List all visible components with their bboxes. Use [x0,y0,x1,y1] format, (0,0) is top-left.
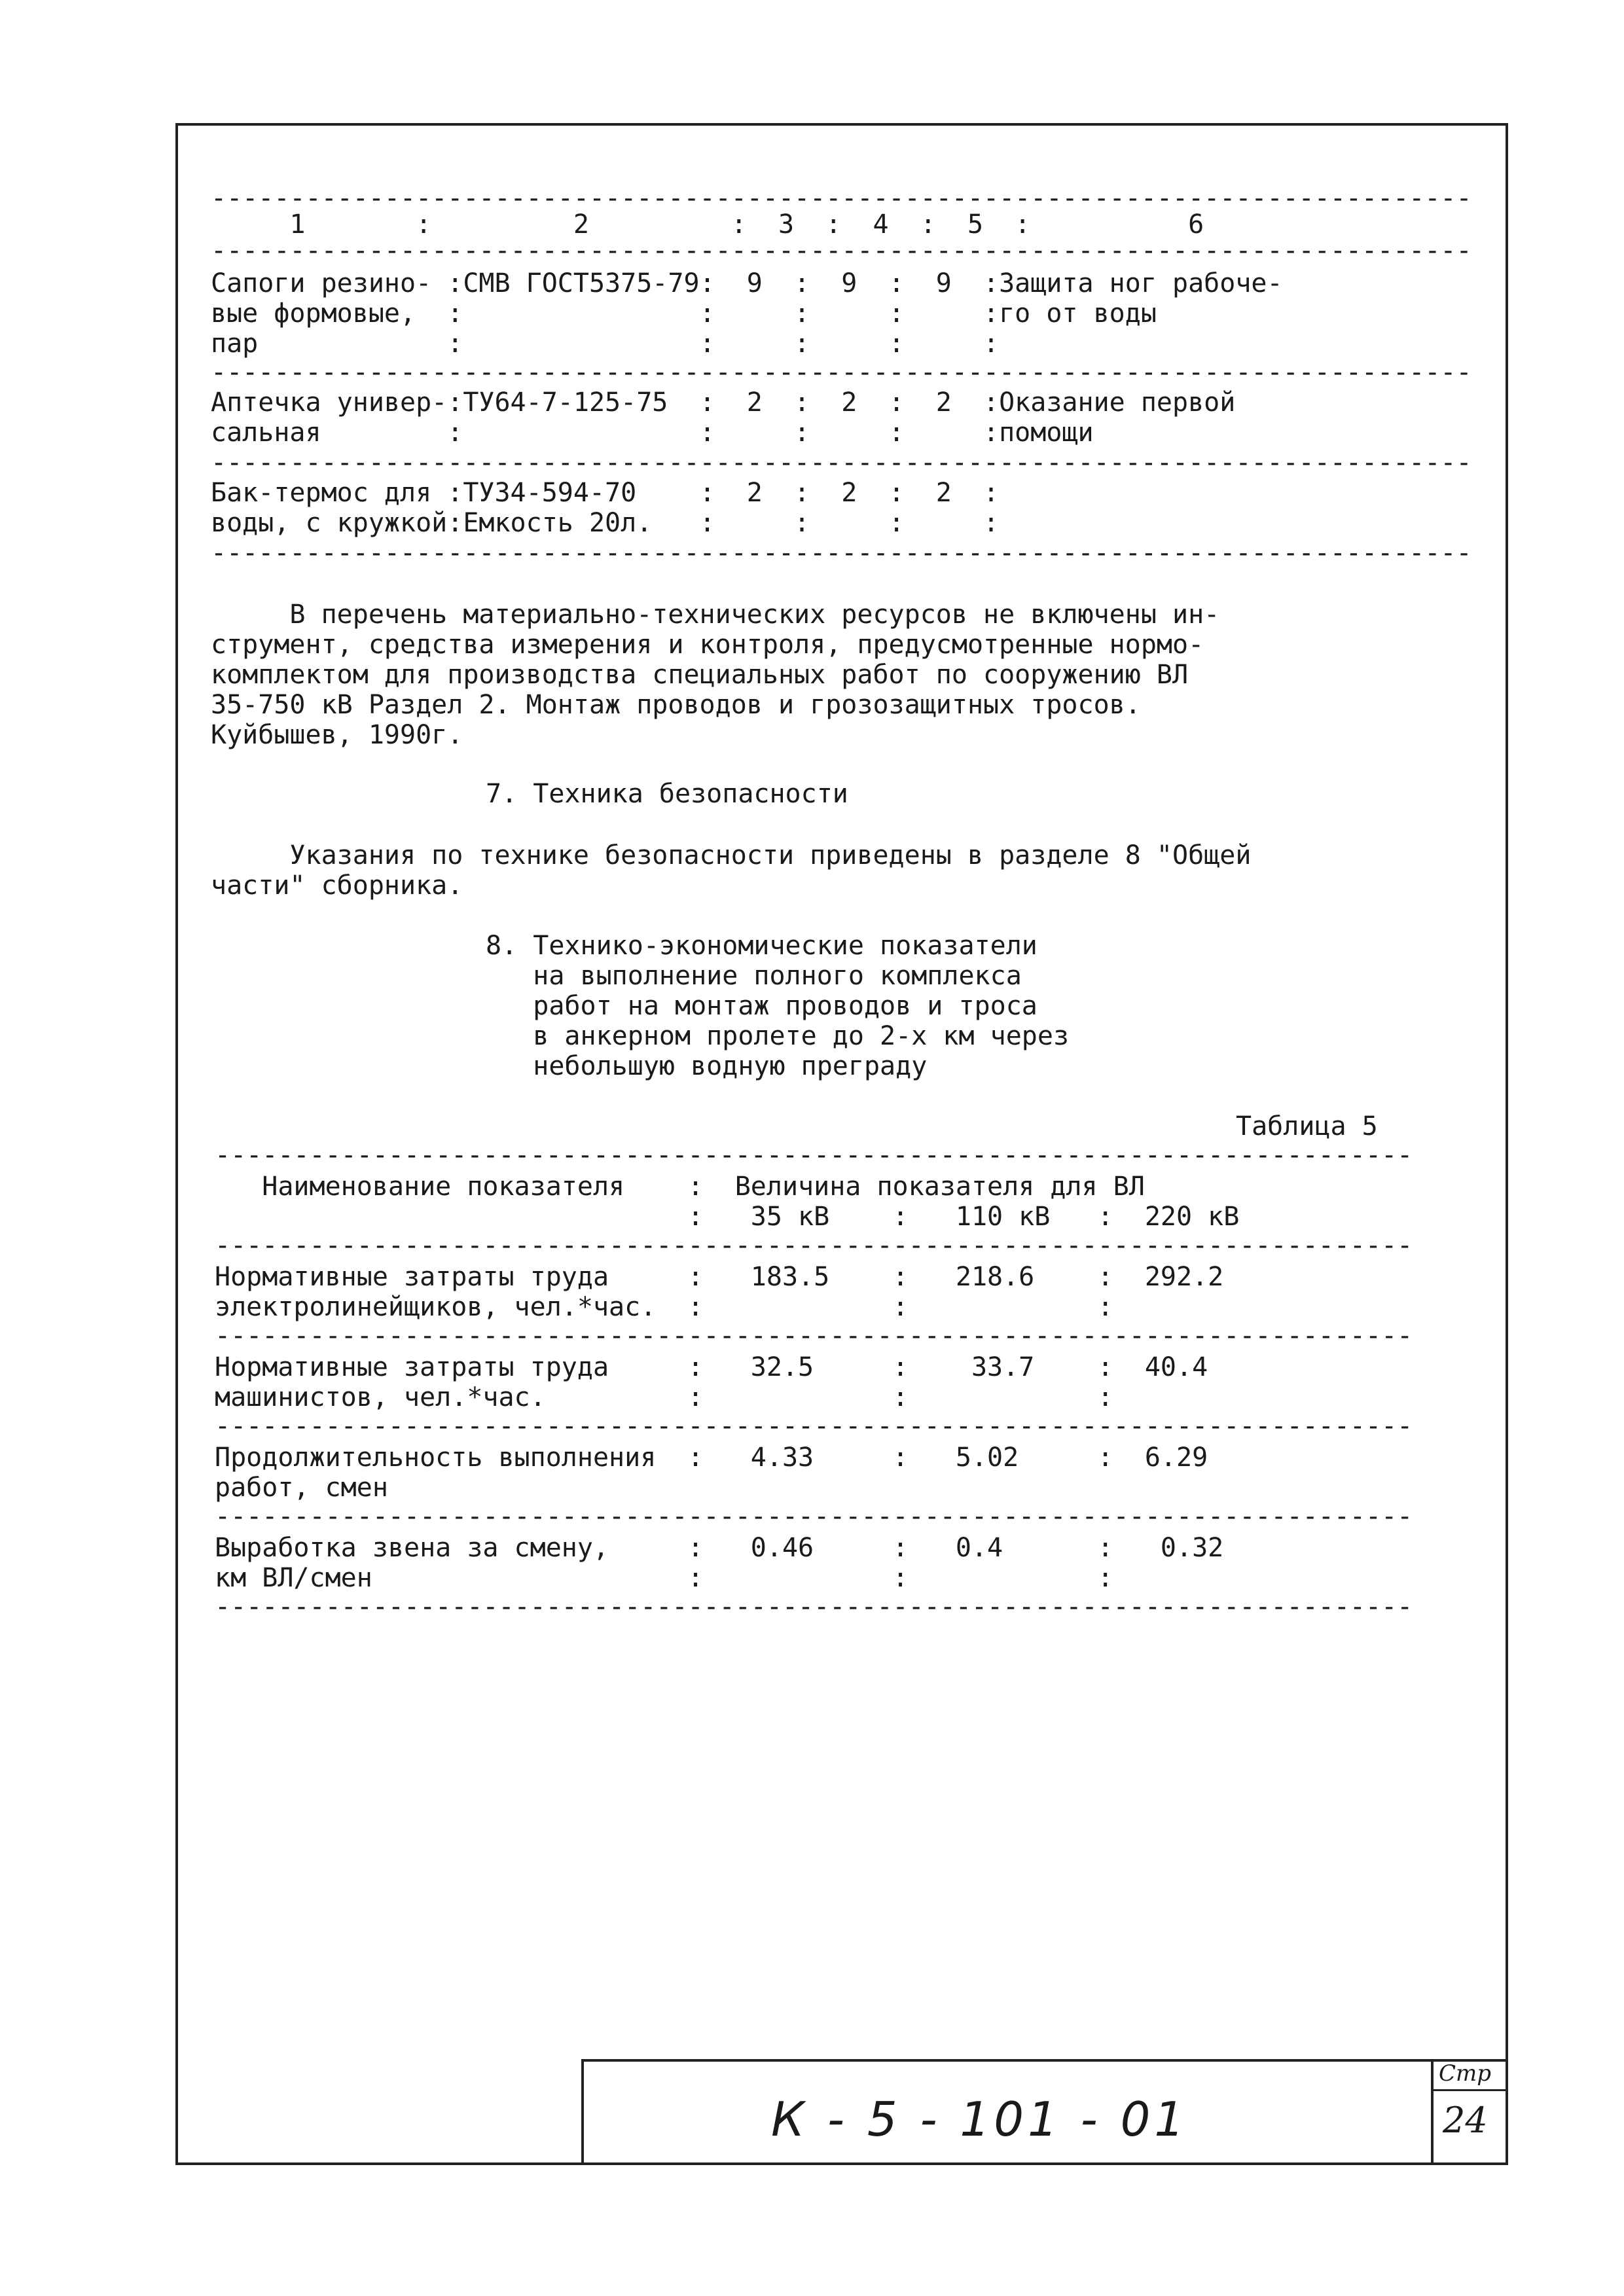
table5-rule-3: ---------------------------------------------------------------------------- [215,1501,1413,1532]
table4-column-numbers: 1 : 2 : 3 : 4 : 5 : 6 [211,209,1204,240]
section8-title-line1: 8. Технико-экономические показатели [486,931,1038,961]
table5-row-labor-operators-line1: Нормативные затраты труда : 32.5 : 33.7 : 40.4 [215,1352,1208,1382]
sheet-label: Стр [1439,2060,1492,2087]
table5-header-line2: : 35 кВ : 110 кВ : 220 кВ [215,1202,1240,1232]
paragraph2-line1: Указания по технике безопасности приведены в разделе 8 "Общей [211,840,1252,870]
table5-row-duration-line2: работ, смен [215,1473,388,1503]
table4-rule-1: -------------------------------------------------------------------------------- [211,357,1472,387]
table5-header-line1: Наименование показателя : Величина показателя для ВЛ [215,1172,1145,1202]
section8-title-line5: небольшую водную преграду [486,1051,928,1081]
table5-row-output-line1: Выработка звена за смену, : 0.46 : 0.4 : 0.32 [215,1533,1224,1563]
paragraph2-line2: части" сборника. [211,870,463,901]
document-code: К - 5 - 101 - 01 [771,2092,1189,2147]
table4-rule-bottom: -------------------------------------------------------------------------------- [211,538,1472,568]
table4-rule-2: -------------------------------------------------------------------------------- [211,448,1472,478]
sheet-number: 24 [1443,2100,1488,2141]
paragraph1-line1: В перечень материально-технических ресурсов не включены ин- [211,600,1220,630]
table4-row-thermos-line2: воды, с кружкой:Емкость 20л. : : : : [211,508,1000,538]
table5-rule-header: ---------------------------------------------------------------------------- [215,1230,1413,1261]
sheet-number-box [1431,2059,1508,2165]
section8-title-line2: на выполнение полного комплекса [486,961,1022,991]
table4-rule-header: -------------------------------------------------------------------------------- [211,236,1472,266]
paragraph1-line5: Куйбышев, 1990г. [211,720,463,750]
section8-title-line4: в анкерном пролете до 2-х км через [486,1021,1070,1051]
table4-row-boots-line1: Сапоги резино- :СМВ ГОСТ5375-79: 9 : 9 : 9 :Защита ног рабоче- [211,268,1283,298]
sheet-box-divider [1434,2089,1508,2091]
table5-row-output-line2: км ВЛ/смен : : : [215,1563,1113,1593]
paragraph1-line3: комплектом для производства специальных работ по сооружению ВЛ [211,660,1189,690]
table5-row-labor-operators-line2: машинистов, чел.*час. : : : [215,1382,1113,1412]
table5-rule-1: ---------------------------------------------------------------------------- [215,1321,1413,1351]
table4-row-boots-line3: пар : : : : : [211,329,1000,359]
table5-caption: Таблица 5 [1236,1111,1378,1141]
table5-rule-top: ---------------------------------------------------------------------------- [215,1140,1413,1170]
table4-rule-top: -------------------------------------------------------------------------------- [211,183,1472,213]
table5-row-labor-electricians-line1: Нормативные затраты труда : 183.5 : 218.6 : 292.2 [215,1262,1224,1292]
table5-row-duration-line1: Продолжительность выполнения : 4.33 : 5.02 : 6.29 [215,1443,1208,1473]
table4-row-boots-line2: вые формовые, : : : : :го от воды [211,298,1157,329]
section7-title: 7. Техника безопасности [486,779,848,809]
paragraph1-line2: струмент, средства измерения и контроля, предусмотренные нормо- [211,630,1204,660]
paragraph1-line4: 35-750 кВ Раздел 2. Монтаж проводов и грозозащитных тросов. [211,690,1141,720]
table5-rule-bottom: ---------------------------------------------------------------------------- [215,1592,1413,1622]
table5-row-labor-electricians-line2: электролинейщиков, чел.*час. : : : [215,1292,1113,1322]
table5-rule-2: ---------------------------------------------------------------------------- [215,1411,1413,1441]
table4-row-thermos-line1: Бак-термос для :ТУ34-594-70 : 2 : 2 : 2 : [211,478,1000,508]
section8-title-line3: работ на монтаж проводов и троса [486,991,1038,1021]
table4-row-firstaid-line2: сальная : : : : :помощи [211,418,1094,448]
table4-row-firstaid-line1: Аптечка универ-:ТУ64-7-125-75 : 2 : 2 : 2 :Оказание первой [211,387,1236,418]
